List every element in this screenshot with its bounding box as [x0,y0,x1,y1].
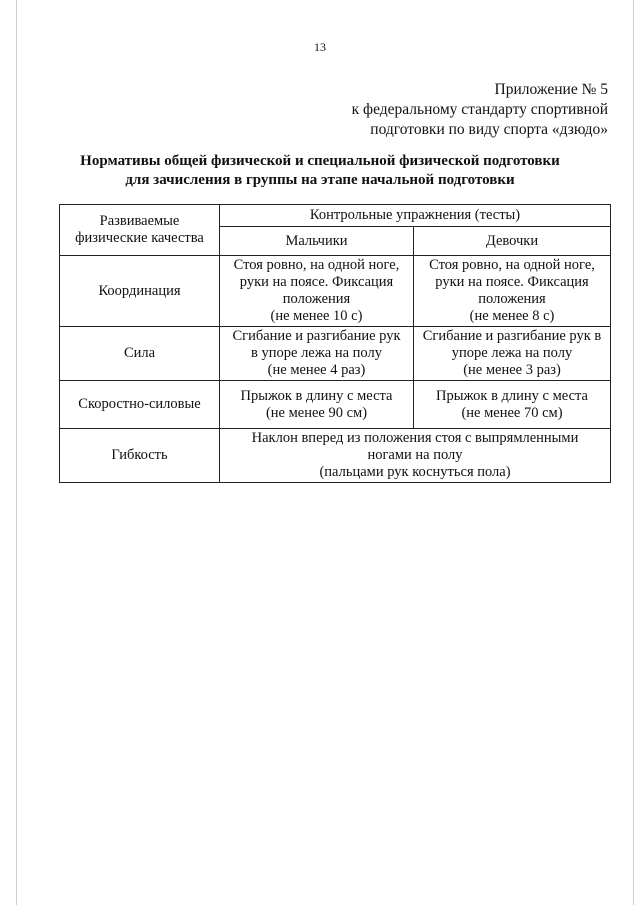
girls-cell [414,381,611,429]
quality-cell: Скоростно-силовые [60,381,220,429]
cell-line: (не менее 70 см) [461,404,563,421]
boys-cell [220,256,414,327]
cell-line: (не менее 8 с) [469,308,555,324]
header-quality-line: Развиваемые [99,213,180,229]
cell-line: Прыжок в длину с места [240,387,393,404]
cell-line: руки на поясе. Фиксация [435,274,589,290]
header-quality-line: физические качества [75,230,204,246]
boys-cell [220,327,414,381]
cell-line: (не менее 4 раз) [267,362,366,378]
document-title [0,152,640,190]
cell-line: (пальцами рук коснуться пола) [319,464,511,480]
cell-line: Стоя ровно, на одной ноге, [429,257,595,273]
girls-cell [414,327,611,381]
cell-line: (не менее 3 раз) [463,362,561,378]
header-quality-cell [60,205,220,256]
title-line-1: Нормативы общей физической и специальной физической подготовки [80,153,560,169]
page-left-edge [16,0,17,905]
cell-line: упоре лежа на полу [451,345,573,361]
boys-cell [220,381,414,429]
girls-cell [414,256,611,327]
cell-line: положения [282,291,351,307]
table-row [60,429,611,483]
cell-line: Прыжок в длину с места [436,387,588,404]
quality-cell: Гибкость [60,429,220,483]
header-boys-cell: Мальчики [220,227,414,256]
header-tests-cell: Контрольные упражнения (тесты) [220,205,611,227]
cell-line: Стоя ровно, на одной ноге, [233,257,400,273]
table-row [60,381,611,429]
table-row [60,327,611,381]
cell-line: (не менее 10 с) [270,308,363,324]
table-row [60,256,611,327]
cell-line: Сгибание и разгибание рук [232,328,401,344]
appendix-line-3: подготовки по виду спорта «дзюдо» [370,121,608,138]
appendix-line-2: к федеральному стандарту спортивной [351,101,608,118]
title-line-2: для зачисления в группы на этапе начальной подготовки [125,172,515,188]
table-header-row [60,205,611,227]
page-number: 13 [314,40,326,54]
cell-line: ногами на полу [367,447,463,463]
appendix-block [352,80,608,140]
appendix-line-1: Приложение № 5 [494,81,608,98]
cell-line: в упоре лежа на полу [251,345,382,361]
norms-table [59,204,611,483]
cell-line: (не менее 90 см) [265,404,368,421]
cell-line: Наклон вперед из положения стоя с выпрямленными [251,430,579,446]
cell-line: руки на поясе. Фиксация [239,274,394,290]
both-cell [220,429,611,483]
cell-line: Сгибание и разгибание рук в [422,328,602,344]
page-right-edge [633,0,634,905]
quality-cell: Координация [60,256,220,327]
cell-line: положения [478,291,546,307]
header-girls-cell: Девочки [414,227,611,256]
quality-cell: Сила [60,327,220,381]
